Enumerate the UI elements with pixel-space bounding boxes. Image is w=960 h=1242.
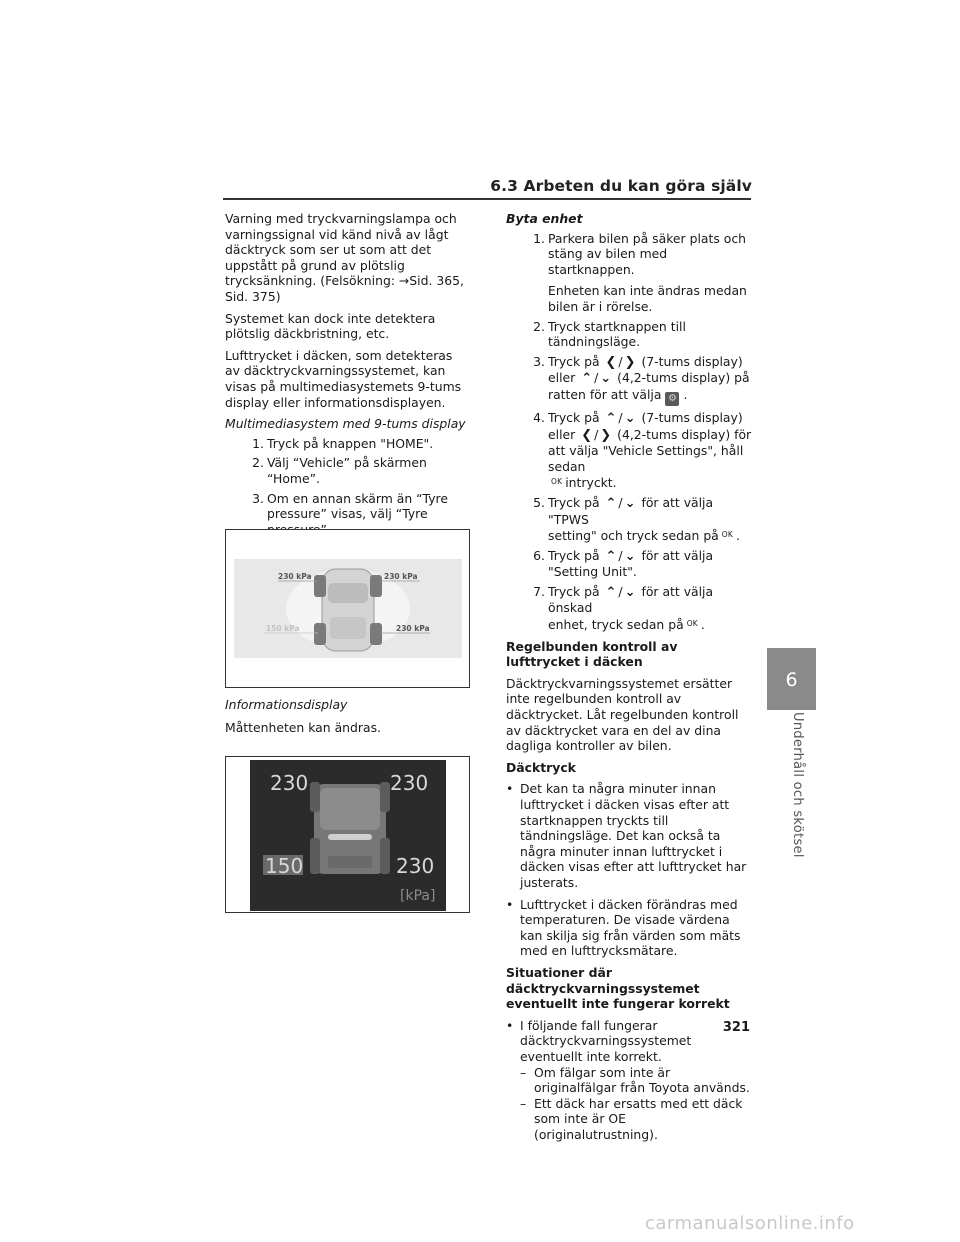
step-number: 1.	[533, 230, 545, 246]
info-unit-label: [kPa]	[400, 888, 436, 904]
step-item	[527, 495, 752, 544]
ok-button-icon: OK	[686, 619, 698, 629]
step-text: Om en annan skärm än “Tyre pressure” visas, välj “Tyre	[267, 490, 448, 522]
tyre-rear-left-value: 150 kPa	[266, 624, 300, 633]
step-number: 1.	[252, 435, 264, 451]
section-heading: Däcktryck	[506, 759, 576, 775]
step-number: 5.	[533, 494, 545, 510]
bullet-text: Lufttrycket i däcken förändras med temperaturen. De visade värdena kan skilja sig från värden som mäts med en lufttrycksmätare.	[520, 896, 741, 959]
car-rear-icon	[250, 760, 446, 911]
multimedia-tyre-figure	[225, 529, 470, 688]
subheading: Multimediasystem med 9-tums display	[225, 416, 466, 432]
step-item	[246, 455, 470, 486]
step-text: (4,2-tums display) för	[617, 426, 752, 442]
step-text: Tryck på ⌃ / ⌄ för att välja önskad enhet, tryck sedan på OK .	[548, 583, 714, 633]
dash-mark: –	[520, 1095, 527, 1111]
step-number: 7.	[533, 583, 545, 599]
step-text: eller	[548, 370, 576, 386]
dash-item	[520, 1096, 752, 1143]
step-text: (7-tums display)	[641, 409, 743, 425]
info-display-figure	[225, 756, 470, 913]
step-text: för att välja önskad	[548, 583, 714, 616]
bullet-item	[506, 781, 752, 890]
tyre-front-right-value: 230 kPa	[384, 572, 418, 581]
header-divider	[223, 198, 751, 200]
step-number: 4.	[533, 409, 545, 425]
step-text: "Setting Unit".	[548, 564, 637, 580]
left-column	[225, 211, 470, 541]
chevron-up-icon: ⌃	[605, 410, 617, 426]
step-text: setting" och tryck sedan på	[548, 528, 719, 544]
dash-item	[520, 1065, 752, 1096]
step-text: Tryck på ⌃ / ⌄ (7-tums display) eller ❮ / ❯ (4,2-tums display) för att välja "Vehicle Settings", håll sedan OK intryckt.	[548, 409, 752, 491]
settings-gear-icon: ⚙	[665, 392, 679, 406]
step-text: för att välja "TPWS	[548, 494, 714, 527]
ok-button-icon: OK	[721, 530, 734, 540]
info-rear-right-value: 230	[396, 854, 435, 878]
step-number: 2.	[533, 318, 545, 334]
info-display-screen	[250, 760, 446, 911]
step-text: ratten för att välja	[548, 386, 662, 402]
ok-button-icon: OK	[551, 477, 563, 487]
chapter-label-text: Underhåll och skötsel	[790, 712, 805, 858]
multimedia-screen	[234, 559, 462, 658]
figure-caption: Informationsdisplay	[225, 697, 348, 712]
step-item	[527, 548, 752, 580]
section-header: 6.3 Arbeten du kan göra själv	[490, 177, 752, 195]
bullet-text: Det kan ta några minuter innan lufttrycket i däcken visas efter att startknappen tryckts till tändningsläge. Det kan också ta några minuter innan lufttrycket i däcken visas efter att lufttrycket har justerats.	[520, 781, 747, 890]
paragraph: Systemet kan dock inte detektera plötslig däckbristning, etc.	[225, 310, 436, 342]
step-number: 3.	[533, 353, 545, 369]
step-text: (4,2-tums display) på	[617, 370, 750, 386]
step-text: för att välja	[641, 547, 714, 563]
info-rear-left-value: 150	[265, 854, 304, 878]
tyre-rear-right-value: 230 kPa	[396, 624, 430, 633]
step-text: intryckt.	[565, 475, 617, 491]
step-text: Tryck på ⌃ / ⌄ för att välja "TPWS setting" och tryck sedan på OK .	[548, 494, 740, 544]
right-column	[506, 211, 752, 1142]
step-text: Tryck på	[548, 494, 600, 510]
step-number: 2.	[252, 455, 264, 471]
tyre-front-left-value: 230 kPa	[278, 572, 312, 581]
step-text: Tryck på	[548, 547, 600, 563]
step-item	[527, 319, 752, 350]
subheading: Byta enhet	[506, 211, 583, 226]
dash-text: Ett däck har ersatts med ett däck som inte är OE (originalutrustning).	[534, 1095, 743, 1142]
step-item	[527, 354, 752, 406]
chevron-left-icon: ❮	[581, 427, 593, 443]
bullet-dot: •	[506, 1017, 514, 1033]
step-text: (7-tums display)	[641, 353, 743, 369]
chevron-down-icon: ⌄	[624, 584, 636, 600]
chapter-label	[786, 712, 806, 862]
step-item	[527, 584, 752, 633]
info-front-left-value: 230	[270, 771, 309, 795]
step-text	[548, 231, 752, 315]
step-text: eller	[548, 426, 576, 442]
section-heading: Situationer där däcktryckvarningssystemet eventuellt inte fungerar korrekt	[506, 964, 730, 1012]
chevron-right-icon: ❯	[600, 427, 612, 443]
step-note: Enheten kan inte ändras medan bilen är i rörelse.	[548, 283, 747, 314]
step-item	[527, 231, 752, 315]
section-heading: Regelbunden kontroll av lufttrycket i däcken	[506, 638, 678, 670]
chevron-left-icon: ❮	[605, 354, 617, 370]
bullet-dot: •	[506, 896, 514, 912]
chevron-up-icon: ⌃	[605, 548, 617, 564]
bullet-text: I följande fall fungerar däcktryckvarningssystemet eventuellt inte korrekt.	[520, 1017, 692, 1064]
step-text: Parkera bilen på säker plats och stäng av bilen med startknappen.	[548, 230, 746, 277]
step-text: enhet, tryck sedan på	[548, 617, 684, 633]
chevron-down-icon: ⌄	[624, 495, 636, 511]
step-item	[527, 410, 752, 491]
chevron-down-icon: ⌄	[624, 548, 636, 564]
dash-text: Om fälgar som inte är originalfälgar från Toyota används.	[534, 1064, 750, 1096]
chevron-up-icon: ⌃	[581, 371, 593, 387]
paragraph: Lufttrycket i däcken, som detekteras av däcktryckvarningssystemet, kan visas på multimediasystemets 9-tums display eller informationsdisplayen.	[225, 347, 462, 410]
chevron-right-icon: ❯	[624, 354, 636, 370]
step-text: Tryck på	[548, 583, 600, 599]
info-front-right-value: 230	[390, 771, 429, 795]
step-text: Tryck på knappen "HOME".	[267, 435, 434, 451]
paragraph: Däcktryckvarningssystemet ersätter inte regelbunden kontroll av däcktrycket. Låt regelbunden kontroll av däcktrycket vara en del av dina dagliga kontroller av bilen.	[506, 675, 739, 754]
chevron-down-icon: ⌄	[624, 410, 636, 426]
step-item	[246, 436, 470, 452]
step-text: Tryck på ❮ / ❯ (7-tums display) eller ⌃ / ⌄ (4,2-tums display) på ratten för att välja ⚙ .	[548, 353, 750, 404]
bullet-dot: •	[506, 781, 514, 797]
step-text: Tryck på ⌃ / ⌄ för att välja "Setting Unit".	[548, 547, 714, 580]
paragraph: Varning med tryckvarningslampa och varningssignal vid känd nivå av lågt däcktryck som ser ut som att det uppstått på grund av plötslig trycksänkning. (Felsökning: →Sid. 365, Sid. 375)	[225, 211, 464, 304]
bullet-item	[506, 1018, 752, 1065]
step-number: 6.	[533, 547, 545, 563]
chevron-up-icon: ⌃	[605, 584, 617, 600]
watermark: carmanualsonline.info	[645, 1213, 855, 1234]
step-text: Tryck på	[548, 353, 600, 369]
page-number: 321	[722, 1020, 750, 1035]
chapter-tab: 6	[767, 648, 816, 710]
step-text: Välj “Vehicle” på skärmen “Home”.	[267, 455, 427, 486]
chevron-down-icon: ⌄	[600, 371, 612, 387]
chevron-up-icon: ⌃	[605, 495, 617, 511]
step-text: Tryck startknappen till tändningsläge.	[548, 318, 686, 350]
car-topview-icon	[234, 559, 462, 658]
step-number: 3.	[252, 490, 264, 506]
paragraph: Måttenheten kan ändras.	[225, 720, 381, 735]
dash-mark: –	[520, 1064, 527, 1080]
bullet-item	[506, 897, 752, 959]
step-text: att välja "Vehicle Settings", håll sedan	[548, 443, 744, 474]
step-text: Tryck på	[548, 409, 600, 425]
